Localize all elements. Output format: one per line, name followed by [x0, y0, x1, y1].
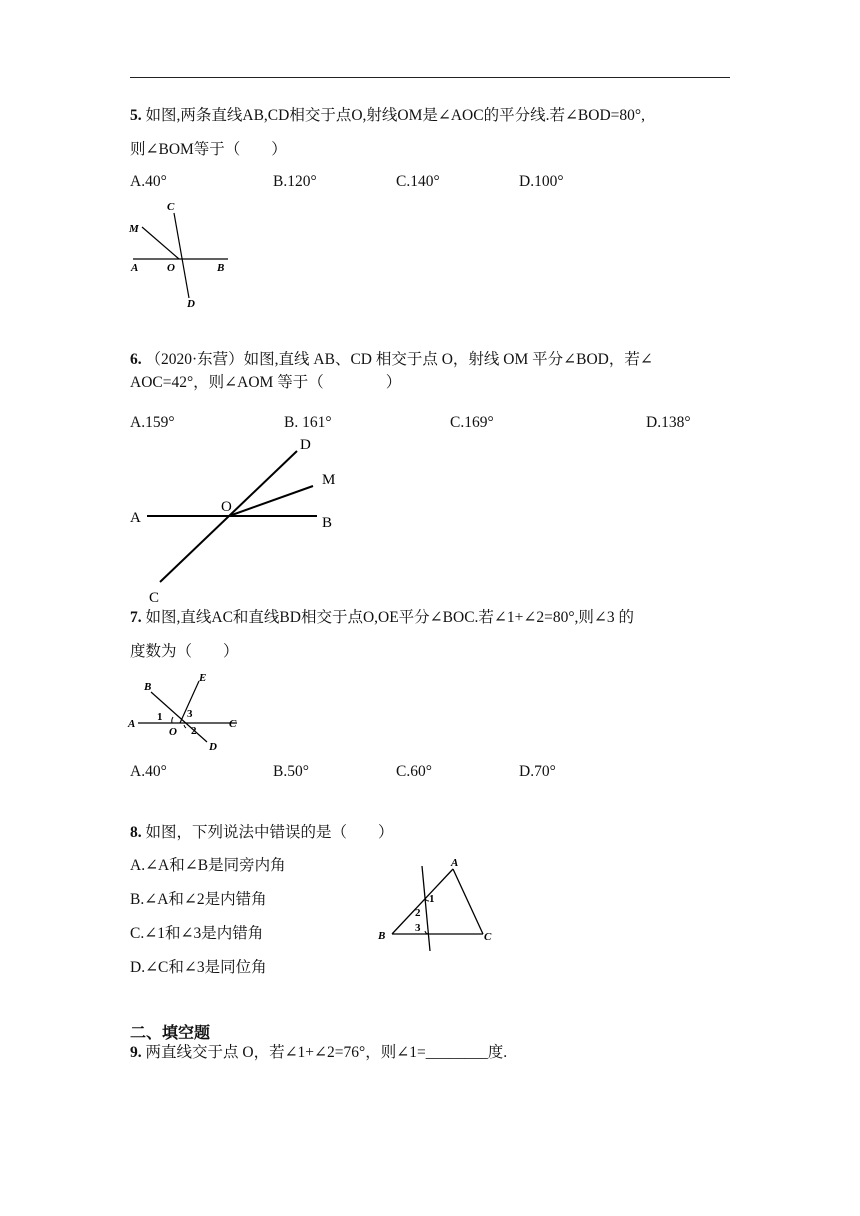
q7-text-1: 如图,直线AC和直线BD相交于点O,OE平分∠BOC.若∠1+∠2=80°,则∠3 的: [145, 609, 635, 626]
q7-angle-2: 2: [191, 725, 197, 737]
q6-label-m: M: [322, 472, 336, 488]
q5-figure: [125, 195, 235, 315]
q8-angle-3: 3: [415, 922, 421, 934]
q7-label-b: B: [144, 681, 152, 693]
q7-option-b[interactable]: B.50°: [273, 763, 309, 780]
q8-figure: [372, 852, 502, 957]
q7-line1: [130, 608, 634, 628]
q6-option-b[interactable]: B. 161°: [284, 414, 332, 431]
q5-option-b[interactable]: B.120°: [273, 173, 317, 190]
q5-number: 5.: [130, 107, 142, 124]
q5-line2: 则∠BOM等于（ ）: [130, 141, 287, 158]
q7-option-c[interactable]: C.60°: [396, 763, 432, 780]
q8-text-1: 如图，下列说法中错误的是（ ）: [145, 824, 394, 841]
q7-option-a[interactable]: A.40°: [130, 763, 167, 780]
q6-line1: [130, 350, 653, 370]
section-2-heading: 二、填空题: [130, 1023, 211, 1042]
q8-label-a: A: [451, 857, 459, 869]
q5-label-o: O: [167, 262, 175, 274]
q9-text: 两直线交于点 O，若∠1+∠2=76°，则∠1=________度.: [145, 1044, 508, 1061]
q6-option-d[interactable]: D.138°: [646, 414, 691, 431]
q5-label-c: C: [167, 201, 175, 213]
q6-option-a[interactable]: A.159°: [130, 414, 175, 431]
q6-line2: AOC=42°，则∠AOM 等于（ ）: [130, 374, 402, 391]
q7-option-d[interactable]: D.70°: [519, 763, 556, 780]
q6-text-1: （2020·东营）如图,直线 AB、CD 相交于点 O，射线 OM 平分∠BOD，若∠: [145, 351, 653, 368]
q8-option-b[interactable]: B.∠A和∠2是内错角: [130, 891, 267, 908]
q8-option-c[interactable]: C.∠1和∠3是内错角: [130, 925, 264, 942]
q7-number: 7.: [130, 609, 142, 626]
q5-option-c[interactable]: C.140°: [396, 173, 440, 190]
q5-label-d: D: [187, 298, 195, 310]
q5-option-a[interactable]: A.40°: [130, 173, 167, 190]
q8-angle-1: 1: [429, 893, 435, 905]
q5-label-m: M: [129, 223, 139, 235]
q7-figure: [125, 668, 255, 758]
q7-label-e: E: [199, 672, 207, 684]
q5-text-1: 如图,两条直线AB,CD相交于点O,射线OM是∠AOC的平分线.若∠BOD=80°,: [145, 107, 645, 124]
q7-label-c: C: [229, 718, 237, 730]
q5-line1: [130, 106, 645, 126]
q7-label-d: D: [209, 741, 217, 753]
q6-label-o: O: [221, 499, 232, 515]
q7-label-o: O: [169, 726, 177, 738]
q6-label-d: D: [300, 437, 311, 453]
q7-angle-1: 1: [157, 711, 163, 723]
q5-label-a: A: [131, 262, 139, 274]
q6-label-b: B: [322, 515, 333, 531]
q6-figure: [125, 432, 355, 607]
q7-line2: 度数为（ ）: [130, 643, 239, 660]
q5-label-b: B: [217, 262, 225, 274]
q8-number: 8.: [130, 824, 142, 841]
q8-label-b: B: [378, 930, 386, 942]
q5-option-d[interactable]: D.100°: [519, 173, 564, 190]
q6-label-c: C: [149, 590, 160, 606]
q7-angle-3: 3: [187, 708, 193, 720]
header-rule: [130, 77, 730, 78]
q8-line1: [130, 823, 394, 843]
q7-label-a: A: [128, 718, 136, 730]
q6-number: 6.: [130, 351, 142, 368]
q9-line: [130, 1043, 507, 1063]
q6-label-a: A: [130, 510, 141, 526]
q8-angle-2: 2: [415, 907, 421, 919]
q8-option-d[interactable]: D.∠C和∠3是同位角: [130, 959, 267, 976]
q8-option-a[interactable]: A.∠A和∠B是同旁内角: [130, 857, 286, 874]
q9-number: 9.: [130, 1044, 142, 1061]
q8-label-c: C: [484, 931, 492, 943]
q6-option-c[interactable]: C.169°: [450, 414, 494, 431]
